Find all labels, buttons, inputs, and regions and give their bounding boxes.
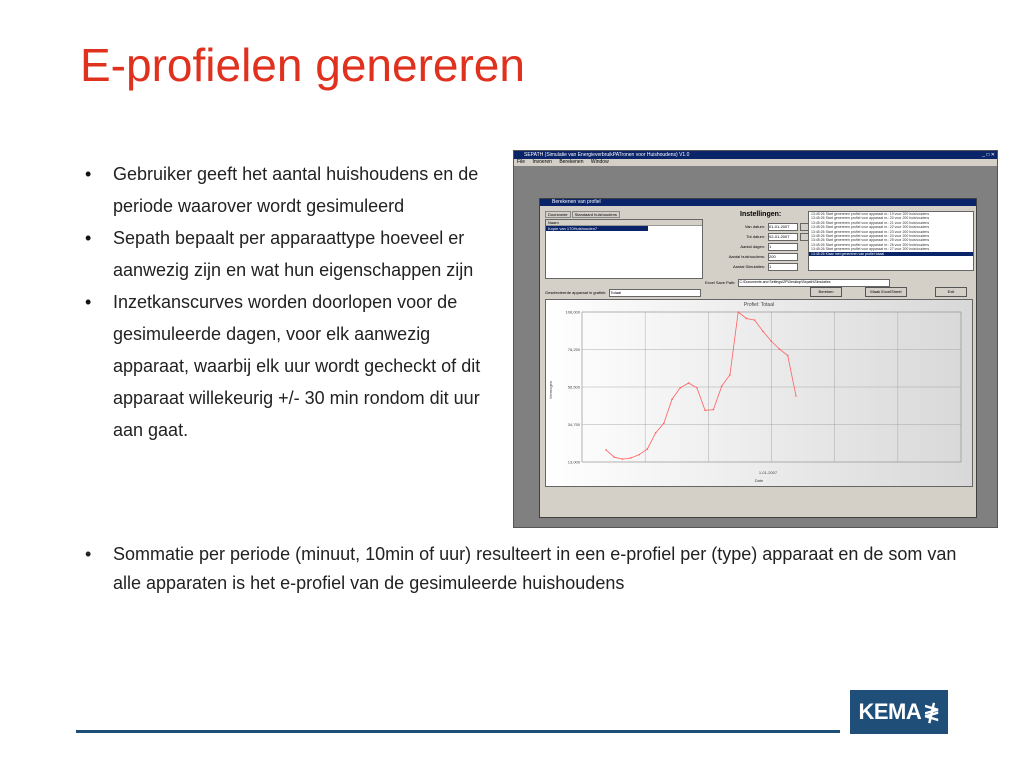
series-point bbox=[655, 432, 657, 434]
simulations-field: Aantal Simulaties: 1 bbox=[705, 263, 798, 271]
list-item[interactable]: Kopie van 170Huishouden7 bbox=[546, 226, 648, 231]
series-point bbox=[770, 340, 772, 342]
slide-title: E-profielen genereren bbox=[80, 39, 525, 91]
series-point bbox=[613, 456, 615, 458]
series-point bbox=[737, 311, 739, 313]
y-ticks bbox=[566, 310, 581, 465]
days-field: Aantal dagen: 1 bbox=[705, 243, 798, 251]
log-line: 13:45:26 Klaar met genereren van profiel totaal bbox=[809, 252, 973, 256]
y-tick-label: 78,250 bbox=[567, 347, 580, 352]
window-controls-icon[interactable]: _ □ ✕ bbox=[982, 152, 995, 158]
logo-text: KEMA bbox=[858, 699, 922, 724]
bullet-item: • Sepath bepaalt per apparaattype hoeveel er aanwezig zijn en wat hun eigenschappen zijn bbox=[85, 222, 500, 286]
tab-doorsnede[interactable]: Doorsnede bbox=[545, 211, 571, 218]
log-listbox[interactable] bbox=[808, 211, 974, 271]
series-point bbox=[638, 454, 640, 456]
from-date-input[interactable]: 01-01-2007 bbox=[768, 223, 798, 231]
series-point bbox=[605, 449, 607, 451]
series-point bbox=[704, 410, 706, 412]
app-titlebar: SEPATH (Simulatie van EnergieverbruikPATronen voor Huishoudens) V1.0 bbox=[514, 151, 997, 159]
excel-path-input[interactable]: C:\Documents and Settings\ZP\Desktop\Sepath\Simulaties bbox=[738, 279, 890, 287]
menu-window[interactable]: Window bbox=[590, 159, 609, 165]
days-input[interactable]: 1 bbox=[768, 243, 798, 251]
log-line: 13:45:26 Start genereren profiel voor apparaat nr.: 20 voor 200 huishoudens bbox=[811, 216, 930, 221]
menu-file[interactable]: File bbox=[517, 159, 526, 165]
menu-invoeren[interactable]: Invoeren bbox=[532, 159, 552, 165]
kema-logo bbox=[850, 690, 948, 734]
footer-rule bbox=[76, 730, 840, 733]
list-header: Naam bbox=[546, 220, 702, 226]
settings-title: Instellingen: bbox=[740, 211, 782, 218]
graph-select[interactable]: Totaal bbox=[609, 289, 701, 297]
y-tick-label: 34,750 bbox=[567, 422, 580, 427]
x-tick-label: 1-01-2007 bbox=[758, 470, 778, 475]
tab-standaard-huishoudens[interactable]: Standaard huishoudens bbox=[572, 211, 620, 218]
bottom-bullet-text: Sommatie per periode (minuut, 10min of uur) resulteert in een e-profiel per (type) apparaat en de som van alle apparaten is het e-profiel van de gesimuleerde huishoudens bbox=[113, 544, 957, 593]
profile-chart bbox=[545, 299, 973, 487]
graph-select-row: Geselecteerde apparaat in grafiek: Totaal bbox=[545, 289, 701, 297]
log-line: 13:45:26 Start genereren profiel voor apparaat nr.: 26 voor 200 huishoudens bbox=[811, 242, 930, 247]
household-list[interactable] bbox=[545, 219, 703, 279]
chart-grid bbox=[582, 312, 961, 462]
exit-button[interactable]: Exit bbox=[935, 287, 967, 297]
profile-dialog bbox=[539, 198, 977, 518]
series-point bbox=[795, 395, 797, 397]
y-tick-label: 56,500 bbox=[567, 384, 580, 390]
bullet-item: • Gebruiker geeft het aantal huishoudens en de periode waarover wordt gesimuleerd bbox=[85, 158, 500, 222]
series-point bbox=[696, 387, 698, 389]
series-point bbox=[647, 448, 649, 450]
logo-mark-icon: ≹ bbox=[923, 701, 940, 724]
series-point bbox=[680, 387, 682, 389]
from-date-field: Van datum: 01-01-2007 bbox=[705, 223, 814, 231]
bereken-button[interactable]: Bereken bbox=[810, 287, 842, 297]
make-excel-button[interactable]: Maak ExcelSheet bbox=[865, 287, 907, 297]
profile-chart-svg bbox=[546, 300, 972, 486]
log-line: 13:45:26 Start genereren profiel voor apparaat nr.: 21 voor 200 huishoudens bbox=[811, 220, 930, 225]
app-screenshot bbox=[513, 150, 998, 528]
households-field: Aantal huishoudens: 200 bbox=[705, 253, 798, 261]
chart-title: Profiel: Totaal bbox=[743, 302, 775, 308]
series-point bbox=[779, 348, 781, 350]
series-point bbox=[762, 331, 764, 333]
to-date-input[interactable]: 02-01-2007 bbox=[768, 233, 798, 241]
series-point bbox=[787, 355, 789, 357]
excel-path-row: Excel Save Path: C:\Documents and Settings\ZP\Desktop\Sepath\Simulaties bbox=[705, 279, 890, 287]
series-point bbox=[729, 374, 731, 376]
dialog-tabs bbox=[545, 212, 621, 217]
to-date-field: Tot datum: 02-01-2007 bbox=[705, 233, 814, 241]
series-point bbox=[671, 398, 673, 400]
series-point bbox=[622, 458, 624, 460]
y-tick-label: 106,000 bbox=[565, 309, 580, 315]
log-line: 13:45:26 Start genereren profiel voor apparaat nr.: 27 voor 200 huishoudens bbox=[811, 247, 930, 252]
log-line: 13:45:26 Start genereren profiel voor apparaat nr.: 25 voor 200 huishoudens bbox=[811, 238, 930, 243]
bullet-dot-icon: • bbox=[85, 544, 92, 564]
menu-berekenen[interactable]: Berekenen bbox=[559, 159, 584, 165]
series-point bbox=[663, 422, 665, 424]
bottom-bullet bbox=[85, 540, 965, 598]
series-point bbox=[754, 319, 756, 321]
series-point bbox=[713, 409, 715, 411]
series-point bbox=[721, 385, 723, 387]
bullet-item: • Inzetkanscurves worden doorlopen voor de gesimuleerde dagen, voor elk aanwezig apparaat, waarbij elk uur wordt gecheckt of dit apparaat willekeurig +/- 30 min rondom dit uur aan gaat. bbox=[85, 286, 500, 446]
log-line: 13:45:26 Start genereren profiel voor apparaat nr.: 23 voor 200 huishoudens bbox=[811, 229, 930, 234]
dialog-titlebar: Berekenen van profiel bbox=[540, 199, 976, 206]
simulations-input[interactable]: 1 bbox=[768, 263, 798, 271]
log-line: 13:45:26 Start genereren profiel voor apparaat nr.: 22 voor 200 huishoudens bbox=[811, 225, 930, 230]
series-point bbox=[746, 318, 748, 320]
series-point bbox=[688, 382, 690, 384]
x-axis-label: Date bbox=[754, 478, 764, 483]
bullet-list bbox=[85, 158, 500, 446]
series-point bbox=[630, 457, 632, 459]
app-menubar bbox=[514, 159, 997, 166]
series-line-totaal bbox=[606, 312, 796, 459]
log-line: 13:45:26 Start genereren profiel voor apparaat nr.: 24 voor 200 huishoudens bbox=[811, 234, 930, 239]
log-line: 13:45:26 Start genereren profiel voor apparaat nr.: 19 voor 200 huishoudens bbox=[811, 212, 930, 216]
households-input[interactable]: 200 bbox=[768, 253, 798, 261]
y-axis-label: Vermogen bbox=[548, 380, 553, 400]
y-tick-label: 13,000 bbox=[567, 459, 580, 465]
